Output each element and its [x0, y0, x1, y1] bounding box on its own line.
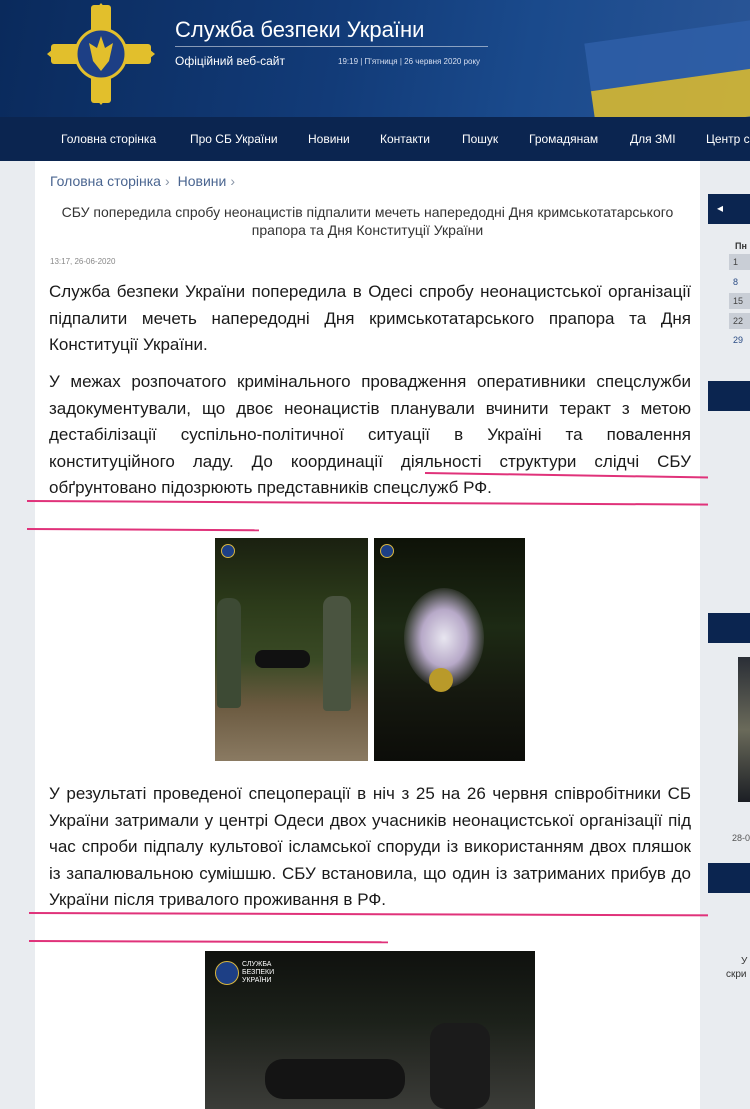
- sidebar-text: У: [741, 956, 748, 967]
- sbu-watermark-text: СЛУЖБА БЕЗПЕКИ УКРАЇНИ: [242, 961, 275, 984]
- title-divider: [175, 46, 488, 47]
- right-sidebar: [708, 161, 750, 1109]
- header-datetime: 19:19 | П'ятниця | 26 червня 2020 року: [338, 57, 481, 66]
- calendar-day[interactable]: 22: [729, 313, 750, 329]
- article-panel: [35, 161, 700, 1109]
- article-paragraph: Служба безпеки України попередила в Одесі спробу неонацистської організації підпалити мечеть напередодні Дня кримськотатарського прапора та Дня Конституції України.: [49, 282, 691, 354]
- sidebar-news-date: 28-0: [732, 833, 750, 843]
- sbu-shield-icon: [221, 544, 235, 558]
- nav-item-center[interactable]: Центр с: [706, 132, 750, 146]
- breadcrumb-separator: ›: [164, 173, 170, 189]
- officer-figure: [323, 596, 351, 711]
- article-timestamp: 13:17, 26-06-2020: [50, 257, 116, 266]
- detained-person: [255, 650, 310, 668]
- sbu-shield-icon: [215, 961, 239, 985]
- sbu-watermark: [380, 544, 394, 558]
- sidebar-text: скри: [726, 969, 747, 980]
- breadcrumb-separator: ›: [230, 173, 236, 189]
- breadcrumb: [50, 173, 243, 189]
- sidebar-section-header: [708, 863, 750, 893]
- nav-item-about[interactable]: Про СБ України: [190, 132, 278, 146]
- calendar-day[interactable]: 15: [729, 293, 750, 309]
- nav-item-home[interactable]: Головна сторінка: [61, 132, 157, 146]
- sbu-watermark: [221, 544, 235, 558]
- calendar-header: [708, 194, 750, 224]
- sbu-shield-icon: [380, 544, 394, 558]
- site-title[interactable]: Служба безпеки України: [175, 17, 425, 42]
- nav-item-media[interactable]: Для ЗМІ: [630, 132, 676, 146]
- sbu-emblem-icon[interactable]: [47, 3, 155, 105]
- nav-item-citizens[interactable]: Громадянам: [529, 132, 599, 146]
- sbu-watermark: [215, 961, 282, 985]
- sidebar-section-header: [708, 613, 750, 643]
- chevron-left-icon[interactable]: ◂: [717, 201, 724, 215]
- officer-figure: [217, 598, 241, 708]
- article-title: СБУ попередила спробу неонацистів підпалити мечеть напередодні Дня кримськотатарського прапора та Дня Конституції України: [61, 204, 674, 238]
- sidebar-section-header: [708, 381, 750, 411]
- article-photo-detainees[interactable]: [205, 951, 535, 1109]
- breadcrumb-home[interactable]: Головна сторінка: [50, 173, 161, 189]
- detained-person: [430, 1023, 490, 1109]
- nav-item-news[interactable]: Новини: [308, 132, 350, 146]
- article-photo-officers[interactable]: [215, 538, 368, 761]
- detained-person: [265, 1059, 405, 1099]
- nav-item-search[interactable]: Пошук: [462, 132, 499, 146]
- main-nav: [0, 117, 750, 161]
- article-photo-bottles[interactable]: [374, 538, 525, 761]
- nav-item-contacts[interactable]: Контакти: [380, 132, 430, 146]
- ukraine-flag-graphic: [584, 17, 750, 117]
- sidebar-news-image[interactable]: [738, 657, 750, 802]
- site-header: [0, 0, 750, 117]
- site-subtitle: Офіційний веб-сайт: [175, 54, 286, 68]
- article-paragraph: У межах розпочатого кримінального провадження оперативники спецслужби задокументували, що двоє неонацистів планували вчинити теракт з метою дестабілізації суспільно-політичної ситуації в Україні та повалення конституційного ладу. До координації діяльності структури слідчі СБУ обґрунтовано підозрюють представників спецслужб РФ.: [49, 372, 691, 497]
- bottle: [429, 668, 453, 692]
- calendar-day[interactable]: 8: [733, 277, 739, 287]
- article-paragraph: У результаті проведеної спецоперації в ніч з 25 на 26 червня співробітники СБ України затримали у центрі Одеси двох учасників неонацистської організації під час спроби підпалу культової ісламської споруди із використанням двох пляшок із запалювальною сумішшю. СБУ встановила, що один із затриманих прибув до України після тривалого проживання в РФ.: [49, 784, 691, 909]
- breadcrumb-news[interactable]: Новини: [177, 173, 227, 189]
- calendar-weekday: Пн: [735, 241, 747, 251]
- calendar-day[interactable]: 1: [729, 254, 750, 270]
- calendar-day[interactable]: 29: [733, 335, 744, 345]
